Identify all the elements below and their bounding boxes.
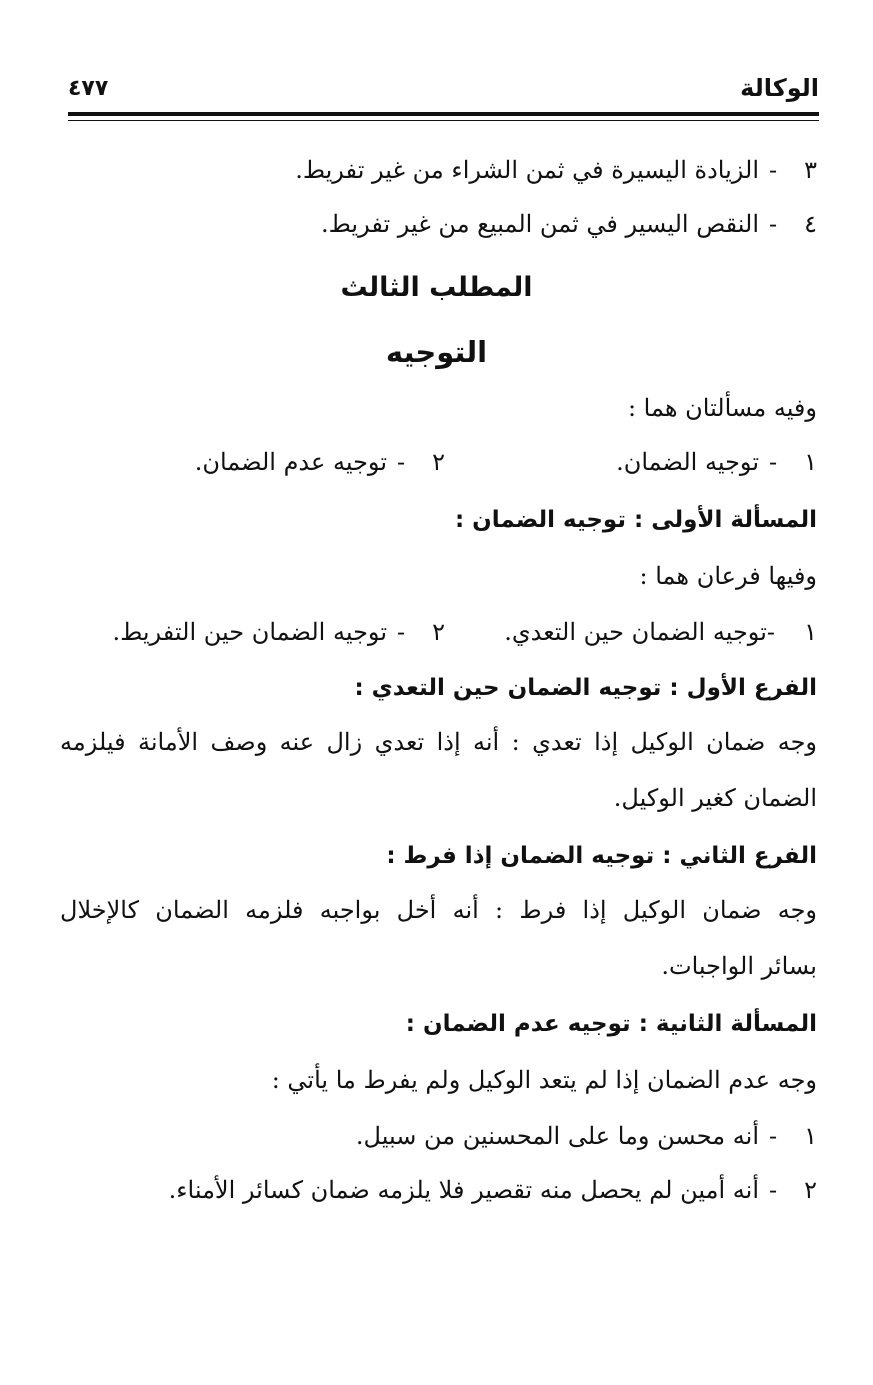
issue-item-1: ١-توجيه الضمان.	[616, 442, 817, 482]
header-rule-thin	[68, 120, 819, 121]
intro-text: وفيه مسألتان هما :	[627, 394, 817, 422]
running-title: الوكالة	[740, 74, 819, 102]
list-text: -توجيه الضمان حين التعدي.	[504, 618, 775, 646]
branch2-heading: الفرع الثاني : توجيه الضمان إذا فرط :	[386, 843, 817, 869]
issue-item-2: ٢-توجيه عدم الضمان.	[195, 442, 445, 482]
section-title: المطلب الثالث	[340, 272, 533, 303]
list-text: الزيادة اليسيرة في ثمن الشراء من غير تفريط.	[295, 156, 759, 184]
issue1-heading: المسألة الأولى : توجيه الضمان :	[454, 507, 817, 533]
branch1-heading: الفرع الأول : توجيه الضمان حين التعدي :	[354, 675, 817, 701]
page-header	[68, 68, 819, 108]
list-number: ١	[804, 618, 817, 646]
list-item: ٤-النقص اليسير في ثمن المبيع من غير تفريط.	[321, 204, 817, 244]
list-number: ١	[804, 448, 817, 476]
list-number: ٢	[804, 1176, 817, 1204]
branch1-text-line2: الضمان كغير الوكيل.	[613, 784, 817, 812]
branch-item-1	[504, 612, 817, 652]
branch-item-2: ٢-توجيه الضمان حين التفريط.	[112, 612, 445, 652]
list-text: توجيه الضمان حين التفريط.	[112, 618, 387, 646]
list-number: ٣	[804, 156, 817, 184]
list-text: النقص اليسير في ثمن المبيع من غير تفريط.	[320, 210, 759, 238]
branch1-text-line1: وجه ضمان الوكيل إذا تعدي : أنه إذا تعدي زال عنه وصف الأمانة فيلزمه	[60, 728, 817, 756]
page-number: ٤٧٧	[68, 76, 109, 101]
list-number: ١	[804, 1122, 817, 1150]
list-number: ٤	[804, 210, 817, 238]
list-number: ٢	[432, 618, 445, 646]
list-text: توجيه الضمان.	[616, 448, 759, 476]
list-text: توجيه عدم الضمان.	[194, 448, 387, 476]
list-text: أنه أمين لم يحصل منه تقصير فلا يلزمه ضمان كسائر الأمناء.	[168, 1176, 759, 1204]
list-text: أنه محسن وما على المحسنين من سبيل.	[355, 1122, 759, 1150]
branch2-text-line2: بسائر الواجبات.	[661, 952, 817, 980]
header-rule-thick	[68, 112, 819, 116]
list-item: ٣-الزيادة اليسيرة في ثمن الشراء من غير تفريط.	[295, 150, 817, 190]
section-subtitle: التوجيه	[385, 335, 488, 369]
list-item: ٢-أنه أمين لم يحصل منه تقصير فلا يلزمه ضمان كسائر الأمناء.	[169, 1170, 817, 1210]
issue2-intro: وجه عدم الضمان إذا لم يتعد الوكيل ولم يفرط ما يأتي :	[271, 1066, 817, 1094]
list-number: ٢	[432, 448, 445, 476]
issue2-heading: المسألة الثانية : توجيه عدم الضمان :	[405, 1011, 817, 1037]
list-item: ١-أنه محسن وما على المحسنين من سبيل.	[356, 1116, 817, 1156]
issue1-intro: وفيها فرعان هما :	[639, 562, 817, 590]
branch2-text-line1: وجه ضمان الوكيل إذا فرط : أنه أخل بواجبه فلزمه الضمان كالإخلال	[60, 896, 817, 924]
